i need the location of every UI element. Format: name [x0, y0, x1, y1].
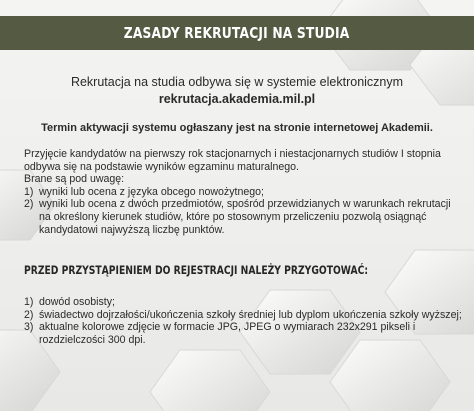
list-item-text: aktualne kolorowe zdjęcie w formacie JPG, JPEG o wymiarach 232x291 pikseli i rozdzielczości 300 dpi. [39, 321, 416, 346]
header-banner [0, 16, 474, 50]
list-item-number: 1) [24, 296, 34, 308]
intro-text [0, 74, 474, 108]
list-item-number: 2) [24, 308, 34, 321]
preparation-list [24, 296, 464, 346]
list-item [24, 296, 464, 309]
recruitment-site-link[interactable]: rekrutacja.akademia.mil.pl [158, 92, 316, 106]
preparation-section [24, 296, 464, 346]
admission-text: Przyjęcie kandydatów na pierwszy rok stacjonarnych i niestacjonarnych studiów I stopnia odbywa się na podstawie wyników egzaminu maturalnego. [24, 148, 441, 173]
list-item-text: świadectwo dojrzałości/ukończenia szkoły średniej lub dyplom ukończenia szkoły wyższej; [39, 308, 462, 321]
activation-note: Termin aktywacji systemu ogłaszany jest na stronie internetowej Akademii. [41, 122, 433, 134]
list-item [24, 309, 464, 322]
list-item-text: dowód osobisty; [39, 296, 115, 308]
admission-criteria-list [24, 186, 460, 236]
list-item [24, 186, 460, 199]
list-item [24, 198, 460, 236]
list-item-text: wyniki lub ocena z języka obcego nowożytnego; [39, 185, 264, 198]
considered-label: Brane są pod uwagę: [24, 173, 125, 186]
list-item-number: 2) [24, 198, 34, 211]
list-item-text: wyniki lub ocena z dwóch przedmiotów, spośród przewidzianych w warunkach rekrutacji na określony kierunek studiów, które po stosownym przeliczeniu pozwolą osiągnąć kandydatowi najwyższą liczbę punktów. [39, 198, 451, 236]
list-item-number: 3) [24, 321, 34, 334]
admission-section [24, 148, 460, 236]
list-item [24, 321, 464, 346]
preparation-heading: PRZED PRZYSTĄPIENIEM DO REJESTRACJI NALEŻY PRZYGOTOWAĆ: [24, 263, 369, 277]
intro-line: Rekrutacja na studia odbywa się w systemie elektronicznym [70, 75, 404, 89]
list-item-number: 1) [24, 185, 34, 198]
page-title: ZASADY REKRUTACJI NA STUDIA [124, 24, 350, 42]
